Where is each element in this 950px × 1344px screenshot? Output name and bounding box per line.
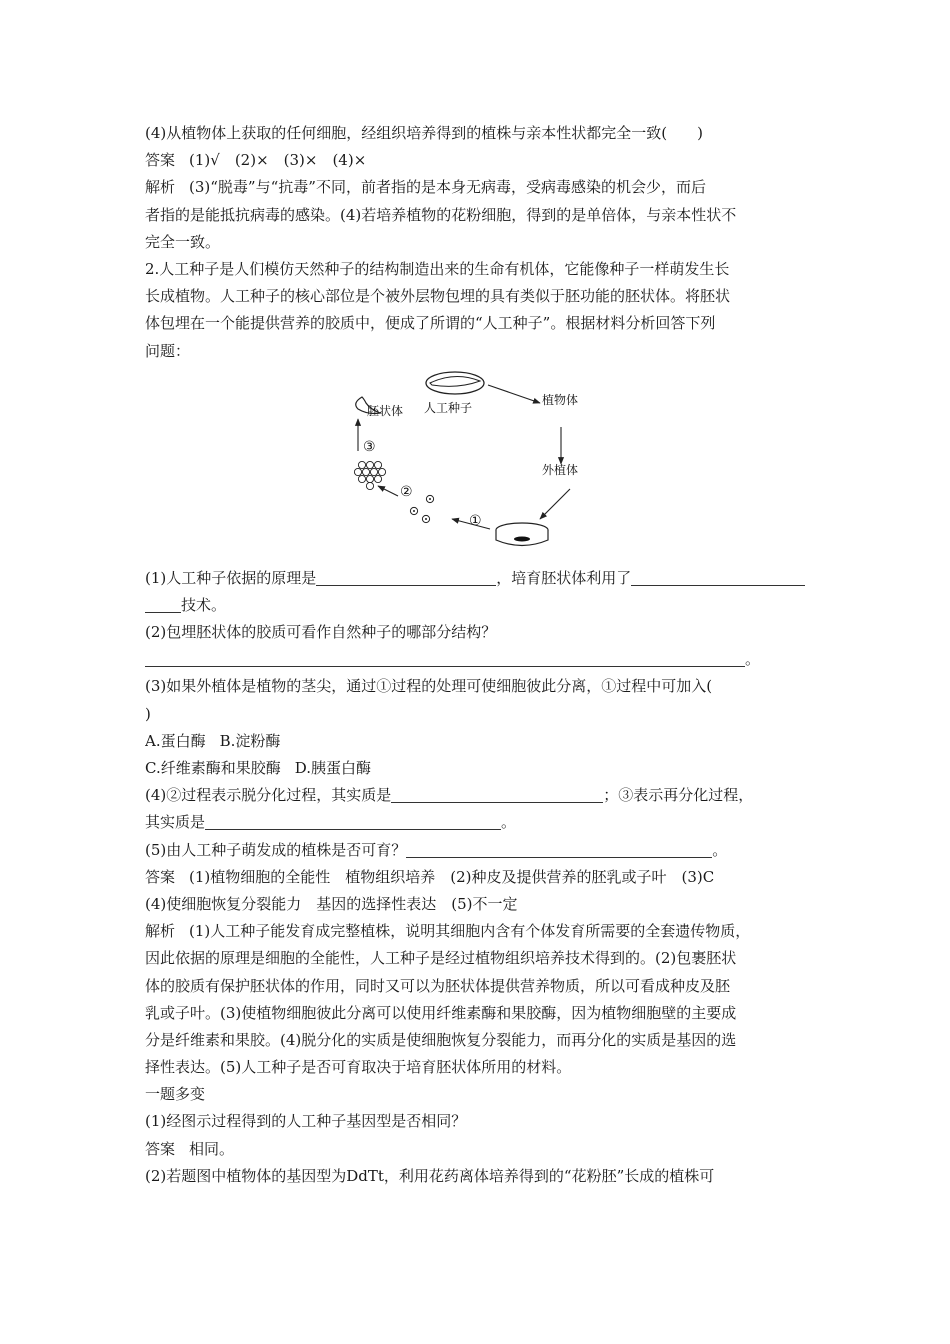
single-cells-icon	[410, 495, 433, 522]
sub-question-5-text: (5)由人工种子萌发成的植株是否可育？	[145, 840, 407, 859]
answer-text: 相同。	[189, 1139, 235, 1158]
period: 。	[501, 813, 517, 832]
answer-text: (1)√ (2)× (3)× (4)×	[189, 151, 367, 170]
petri-dish-icon	[496, 523, 548, 546]
analysis-text: (3)“脱毒”与“抗毒”不同，前者指的是本身无病毒，受病毒感染的机会少，而后	[189, 178, 706, 197]
variation-1: (1)经图示过程得到的人工种子基因型是否相同？	[145, 1112, 467, 1131]
options-cd	[145, 755, 810, 782]
document-page	[145, 120, 810, 1190]
question-2-line-1: 2.人工种子是人们模仿天然种子的结构制造出来的生命有机体，它能像种子一样萌发生长	[145, 259, 730, 278]
analysis-label: 解析	[145, 922, 176, 941]
sub-question-4-text: (4)②过程表示脱分化过程，其实质是	[145, 786, 392, 805]
option-d[interactable]: D.胰蛋白酶	[294, 759, 371, 777]
answer-3	[145, 1136, 810, 1163]
answer-blank[interactable]	[631, 567, 805, 586]
analysis-1	[145, 174, 810, 201]
sub-question-4-text-2: ；③表示再分化过程，	[603, 786, 754, 805]
label-step-2: ②	[400, 483, 413, 500]
sub-question-4-line-2	[145, 809, 810, 836]
option-b[interactable]: B.淀粉酶	[219, 731, 281, 750]
answer-2	[145, 864, 810, 891]
analysis-2-line-5: 分是纤维素和果胶。(4)脱分化的实质是使细胞恢复分裂能力，而再分化的实质是基因的选	[145, 1030, 737, 1049]
answer-label: 答案	[145, 151, 176, 170]
sub-question-1-line-2	[145, 592, 810, 619]
answer-label: 答案	[145, 867, 176, 886]
answer-blank[interactable]	[205, 811, 501, 830]
variation-title: 一题多变	[145, 1085, 206, 1104]
sub-question-5	[145, 837, 810, 864]
answer-text: (1)植物细胞的全能性 植物组织培养 (2)种皮及提供营养的胚乳或子叶 (3)C	[189, 867, 715, 886]
analysis-2-line-3: 体的胶质有保护胚状体的作用，同时又可以为胚状体提供营养物质，所以可看成种皮及胚	[145, 976, 731, 995]
answer-blank[interactable]	[391, 784, 603, 803]
analysis-2-line-6: 择性表达。(5)人工种子是否可育取决于培育胚状体所用的材料。	[145, 1058, 572, 1077]
sub-question-2: (2)包埋胚状体的胶质可看作自然种子的哪部分结构？	[145, 623, 497, 642]
sub-question-4	[145, 782, 810, 809]
variation-2: (2)若题图中植物体的基因型为DdTt，利用花药离体培养得到的“花粉胚”长成的植株可	[145, 1166, 715, 1185]
period: 。	[712, 840, 728, 859]
cell-cluster-icon	[354, 461, 385, 489]
label-artificial-seed: 人工种子	[424, 400, 473, 415]
sub-question-1-text-3: 技术。	[181, 595, 227, 614]
sub-question-3-line-2: )	[145, 704, 151, 723]
answer-blank[interactable]	[316, 567, 496, 586]
question-2-line-2: 长成植物。人工种子的核心部位是个被外层物包埋的具有类似于胚功能的胚状体。将胚状	[145, 287, 731, 306]
answer-blank[interactable]	[145, 648, 745, 667]
analysis-label: 解析	[145, 178, 176, 197]
label-step-1: ①	[469, 512, 482, 529]
label-explant: 外植体	[542, 462, 579, 477]
sub-question-3: (3)如果外植体是植物的茎尖，通过①过程的处理可使细胞彼此分离，①过程中可加入(	[145, 677, 713, 696]
analysis-1-line-2: 者指的是能抵抗病毒的感染。(4)若培养植物的花粉细胞，得到的是单倍体，与亲本性状不	[145, 205, 737, 224]
option-a[interactable]: A.蛋白酶	[145, 731, 206, 750]
question-1-4: (4)从植物体上获取的任何细胞，经组织培养得到的植株与亲本性状都完全一致( )	[145, 124, 703, 142]
label-plant: 植物体	[542, 392, 579, 407]
sub-question-1	[145, 565, 810, 592]
analysis-2	[145, 918, 810, 945]
answer-2-line-2: (4)使细胞恢复分裂能力 基因的选择性表达 (5)不一定	[145, 894, 518, 913]
sub-question-4-text-3: 其实质是	[145, 813, 206, 832]
option-c[interactable]: C.纤维素酶和果胶酶	[145, 759, 281, 777]
analysis-text: (1)人工种子能发育成完整植株，说明其细胞内含有个体发育所需要的全套遗传物质，	[189, 922, 751, 941]
answer-blank[interactable]	[145, 594, 181, 613]
answer-label: 答案	[145, 1139, 176, 1158]
artificial-seed-cycle-diagram	[145, 369, 810, 559]
question-2-line-3: 体包埋在一个能提供营养的胶质中，便成了所谓的“人工种子”。根据材料分析回答下列	[145, 314, 716, 333]
answer-1	[145, 147, 810, 174]
answer-blank[interactable]	[406, 839, 712, 858]
analysis-2-line-4: 乳或子叶。(3)使植物细胞彼此分离可以使用纤维素酶和果胶酶，因为植物细胞壁的主要成	[145, 1003, 737, 1022]
sub-question-1-text: (1)人工种子依据的原理是	[145, 568, 317, 587]
label-embryoid: 胚状体	[367, 403, 404, 418]
label-step-3: ③	[363, 438, 376, 455]
artificial-seed-icon	[426, 372, 484, 394]
analysis-1-line-3: 完全一致。	[145, 232, 221, 251]
analysis-2-line-2: 因此依据的原理是细胞的全能性，人工种子是经过植物组织培养技术得到的。(2)包裹胚状	[145, 949, 737, 968]
options-ab	[145, 728, 810, 755]
period: 。	[745, 650, 761, 669]
sub-question-1-text-2: ，培育胚状体利用了	[496, 568, 632, 587]
question-2-line-4: 问题：	[145, 341, 191, 360]
sub-question-2-blank-line	[145, 646, 810, 673]
